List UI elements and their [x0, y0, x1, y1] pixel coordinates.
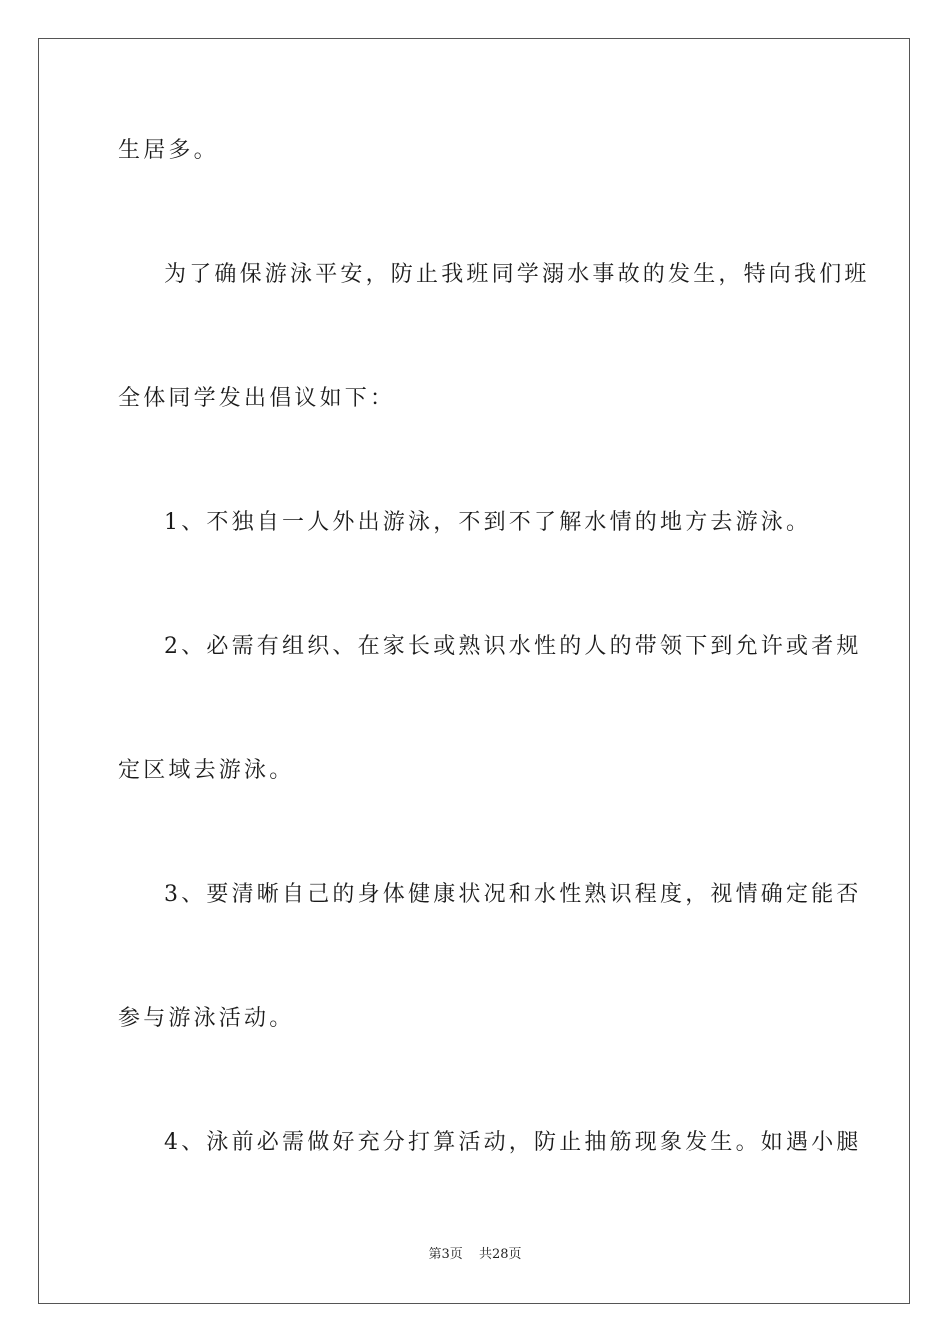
page-footer [0, 1246, 950, 1264]
body-line-5: 2、必需有组织、在家长或熟识水性的人的带领下到允许或者规 [164, 634, 862, 659]
body-line-1: 生居多。 [118, 138, 219, 163]
page-frame [38, 38, 910, 1304]
body-line-7: 3、要清晰自己的身体健康状况和水性熟识程度，视情确定能否 [164, 882, 862, 907]
page-total: 共28页 [478, 1247, 522, 1262]
body-line-4: 1、不独自一人外出游泳，不到不了解水情的地方去游泳。 [164, 510, 812, 535]
body-line-2: 为了确保游泳平安，防止我班同学溺水事故的发生，特向我们班 [164, 262, 870, 287]
body-line-6: 定区域去游泳。 [118, 758, 295, 783]
page-number: 第3页 [428, 1247, 463, 1262]
body-line-8: 参与游泳活动。 [118, 1006, 295, 1031]
body-line-9: 4、泳前必需做好充分打算活动，防止抽筋现象发生。如遇小腿 [164, 1130, 862, 1155]
body-line-3: 全体同学发出倡议如下： [118, 386, 396, 411]
